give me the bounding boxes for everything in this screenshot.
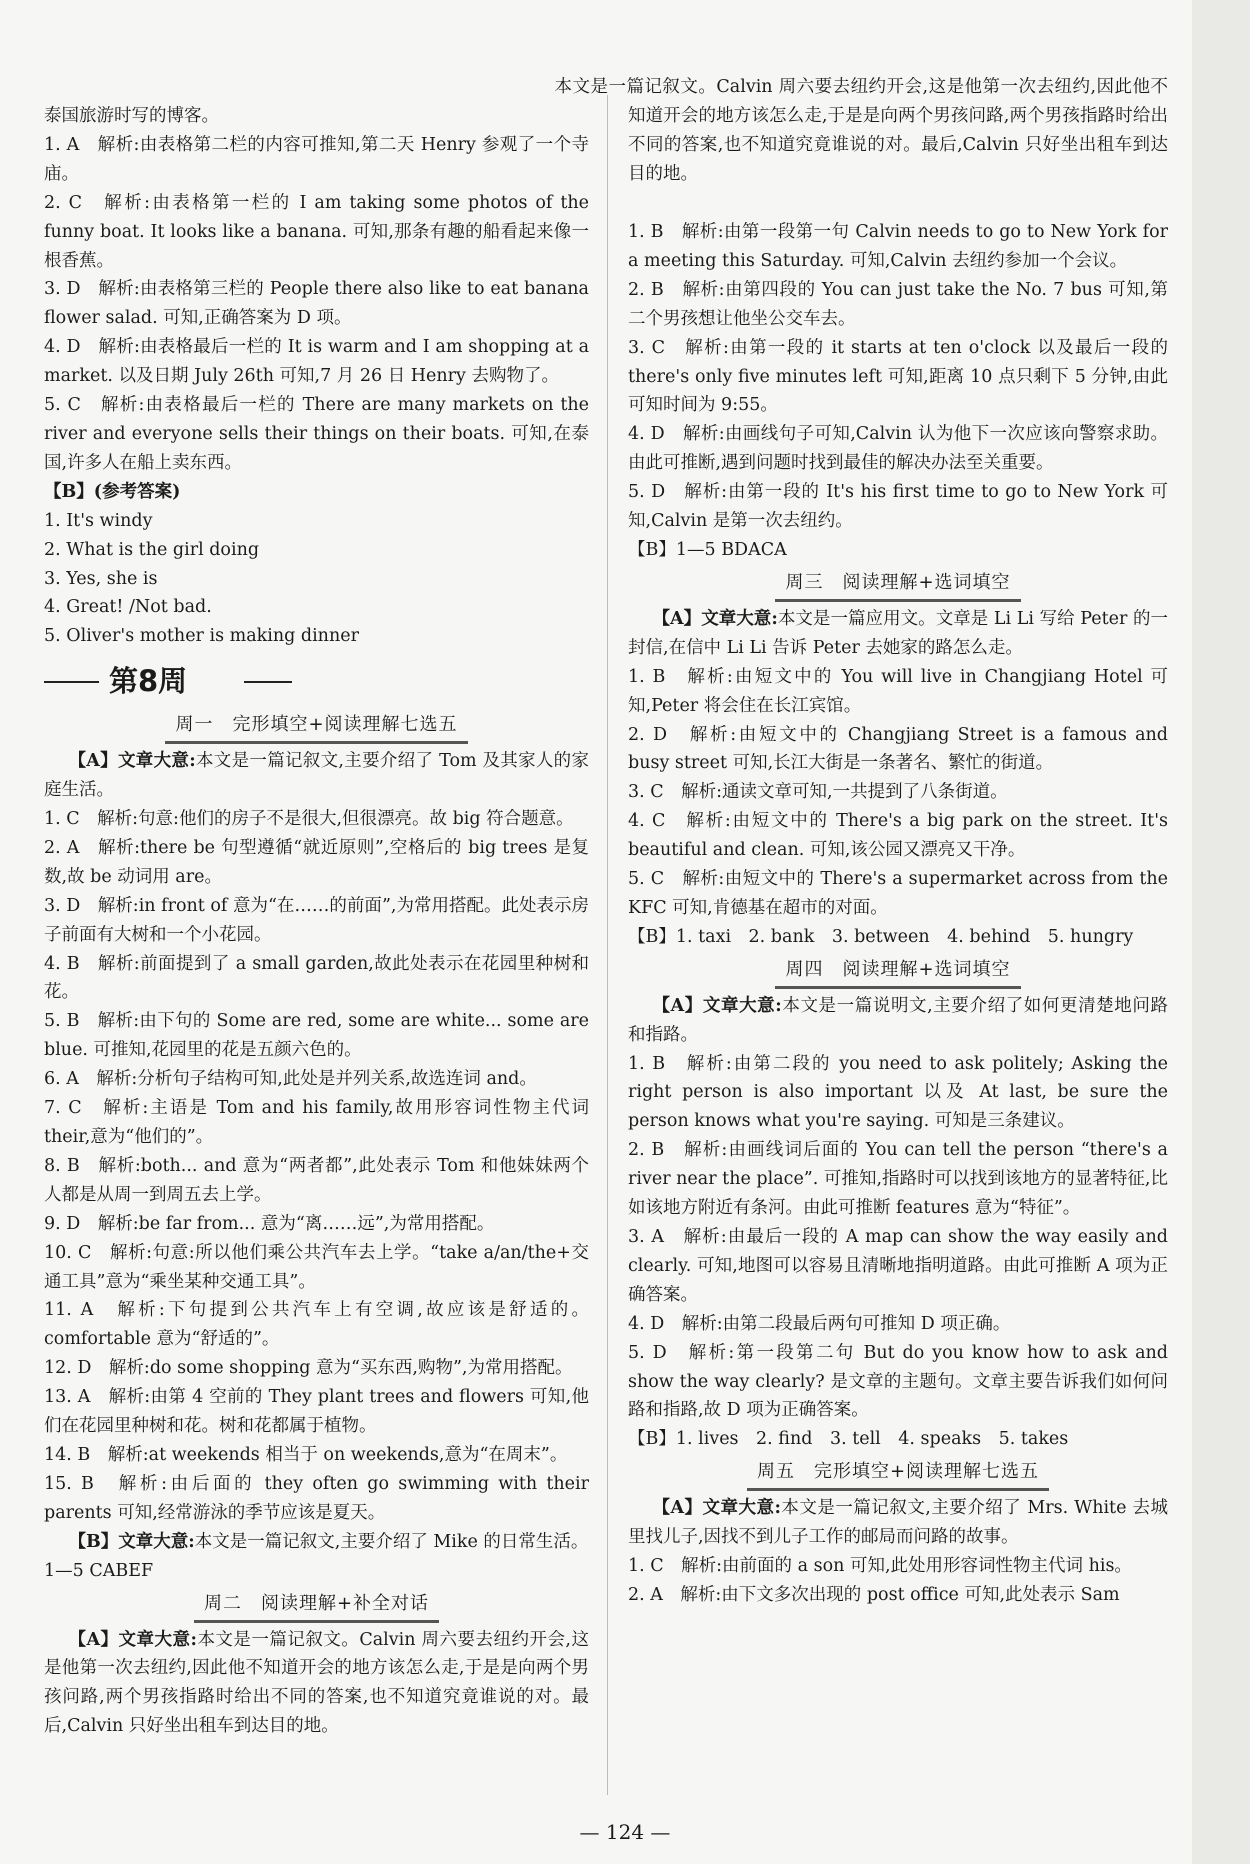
week-title: 第8周 [109,664,188,699]
answer-item: 2. What is the girl doing [44,539,260,560]
week-rule-right [244,681,292,683]
left-column [44,102,589,1737]
answer-item: 4. D 解析:由画线句子可知,Calvin 认为他下一次应该向警察求助。由此可推断,遇到问题时找到最佳的解决办法至关重要。 [628,424,1168,474]
answer-item: 4. D 解析:由表格最后一栏的 It is warm and I am shopping at a market. 以及日期 July 26th 可知,7 月 26 日 Henry 去购物了。 [44,337,589,387]
summary-label: 【A】文章大意: [68,751,196,772]
day-title: 周五 完形填空+阅读理解七选五 [747,1460,1049,1491]
answer-item: 10. C 解析:句意:所以他们乘公共汽车去上学。“take a/an/the+交通工具”意为“乘坐某种交通工具”。 [44,1242,589,1292]
answer-item: 3. A 解析:由最后一段的 A map can show the way easily and clearly. 可知,地图可以容易且清晰地指明道路。由此可推断 A 项为正确答案。 [628,1227,1168,1305]
summary-text-continued: 本文是一篇记叙文。Calvin 周六要去纽约开会,这是他第一次去纽约,因此他不知道开会的地方该怎么走,于是是向两个男孩问路,两个男孩指路时给出不同的答案,也不知道究竟谁说的对。最后,Calvin 只好坐出租车到达目的地。 [554,77,1168,184]
summary-label: 【B】文章大意: [68,1531,195,1552]
answer-item: 5. C 解析:由表格最后一栏的 There are many markets on the river and everyone sells their things on their boats. 可知,在泰国,许多人在船上卖东西。 [44,395,589,473]
right-column [554,77,1169,1610]
week-rule-left [44,681,99,683]
answer-item: 4. C 解析:由短文中的 There's a big park on the street. It's beautiful and clean. 可知,该公园又漂亮又干净。 [628,811,1168,861]
summary-text: 本文是一篇应用文。文章是 Li Li 写给 Peter 的一封信,在信中 Li Li 告诉 Peter 去她家的路怎么走。 [628,608,1168,658]
day-heading-thursday [628,958,1168,988]
column-divider [607,95,608,1795]
week-heading [44,655,589,707]
answer-item: 3. Yes, she is [44,568,158,589]
day-title: 周一 完形填空+阅读理解七选五 [165,713,467,744]
day-heading-friday [628,1460,1168,1490]
summary-paragraph [44,1626,589,1737]
summary-paragraph [628,605,1168,663]
answer-item: 14. B 解析:at weekends 相当于 on weekends,意为“在周末”。 [44,1444,568,1465]
answer-item: 2. A 解析:there be 句型遵循“就近原则”,空格后的 big trees 是复数,故 be 动词用 are。 [44,837,589,887]
day-heading-monday [44,713,589,743]
section-label: 【B】(参考答案) [44,481,181,502]
answer-item: 3. D 解析:in front of 意为“在……的前面”,为常用搭配。此处表示房子前面有大树和一个小花园。 [44,895,589,945]
answer-item: 5. C 解析:由短文中的 There's a supermarket across from the KFC 可知,肯德基在超市的对面。 [628,869,1168,918]
summary-text: 本文是一篇说明文,主要介绍了如何更清楚地问路和指路。 [628,995,1169,1045]
answer-key: 【B】1—5 BDACA [628,539,787,560]
answer-item: 12. D 解析:do some shopping 意为“买东西,购物”,为常用搭配。 [44,1358,573,1379]
summary-paragraph [44,747,589,805]
day-title: 周二 阅读理解+补全对话 [194,1592,439,1623]
answer-item: 1. B 解析:由短文中的 You will live in Changjiang Hotel 可知,Peter 将会住在长江宾馆。 [628,666,1168,716]
answer-item: 2. C 解析:由表格第一栏的 I am taking some photos of the funny boat. It looks like a banana. 可知,那条有趣的船看起来像一根香蕉。 [44,192,589,271]
answer-item: 6. A 解析:分析句子结构可知,此处是并列关系,故选连词 and。 [44,1069,537,1090]
answer-item: 1. It's windy [44,510,153,531]
answer-key: 【B】1. lives 2. find 3. tell 4. speaks 5. takes [628,1429,1069,1450]
answer-key: 【B】1. taxi 2. bank 3. between 4. behind 5. hungry [628,926,1134,947]
answer-item: 1. B 解析:由第二段的 you need to ask politely; Asking the right person is also important 以及 At last, be sure the person knows what you're saying. 可知是三条建议。 [628,1053,1168,1132]
answer-item: 3. C 解析:由第一段的 it starts at ten o'clock 以及最后一段的 there's only five minutes left 可知,距离 10 点只剩下 5 分钟,由此可知时间为 9:55。 [628,337,1168,416]
summary-paragraph [628,992,1168,1050]
summary-label: 【A】文章大意: [652,995,782,1016]
summary-paragraph [44,1528,589,1557]
answer-item: 4. B 解析:前面提到了 a small garden,故此处表示在花园里种树和花。 [44,953,589,1003]
summary-text: 本文是一篇记叙文。Calvin 周六要去纽约开会,这是他第一次去纽约,因此他不知道开会的地方该怎么走,于是是向两个男孩问路,两个男孩指路时给出不同的答案,也不知道究竟谁说的对。最后,Calvin 只好坐出租车到达目的地。 [44,1629,589,1737]
paragraph: 泰国旅游时写的博客。 [44,106,219,126]
day-title: 周四 阅读理解+选词填空 [775,958,1020,989]
answer-item: 13. A 解析:由第 4 空前的 They plant trees and flowers 可知,他们在花园里种树和花。树和花都属于植物。 [44,1387,589,1437]
answer-item: 1. C 解析:句意:他们的房子不是很大,但很漂亮。故 big 符合题意。 [44,809,574,830]
page-edge-shadow [1192,0,1250,1864]
answer-key: 1—5 CABEF [44,1560,154,1581]
summary-text: 本文是一篇记叙文,主要介绍了 Tom 及其家人的家庭生活。 [44,751,589,801]
summary-text: 本文是一篇记叙文,主要介绍了 Mike 的日常生活。 [194,1531,589,1552]
day-title: 周三 阅读理解+选词填空 [775,571,1020,602]
summary-text: 本文是一篇记叙文,主要介绍了 Mrs. White 去城里找儿子,因找不到儿子工作的邮局而问路的故事。 [628,1498,1168,1548]
summary-label: 【A】文章大意: [652,608,778,629]
answer-item: 5. B 解析:由下句的 Some are red, some are white... some are blue. 可推知,花园里的花是五颜六色的。 [44,1011,589,1061]
answer-item: 2. B 解析:由第四段的 You can just take the No. 7 bus 可知,第二个男孩想让他坐公交车去。 [628,279,1168,329]
answer-item: 4. D 解析:由第二段最后两句可推知 D 项正确。 [628,1313,1011,1334]
summary-paragraph [628,1494,1168,1552]
answer-item: 5. D 解析:第一段第二句 But do you know how to ask and show the way clearly? 是文章的主题句。文章主要告诉我们如何问路和指路,故 D 项为正确答案。 [628,1342,1168,1421]
answer-item: 2. A 解析:由下文多次出现的 post office 可知,此处表示 Sam [628,1584,1120,1605]
answer-item: 1. C 解析:由前面的 a son 可知,此处用形容词性物主代词 his。 [628,1556,1132,1577]
answer-item: 7. C 解析:主语是 Tom and his family,故用形容词性物主代词 their,意为“他们的”。 [44,1098,589,1147]
answer-item: 2. D 解析:由短文中的 Changjiang Street is a famous and busy street 可知,长江大街是一条著名、繁忙的街道。 [628,724,1168,774]
answer-item: 11. A 解析:下句提到公共汽车上有空调,故应该是舒适的。comfortable 意为“舒适的”。 [44,1300,589,1350]
page-number: — 124 — [579,1820,671,1844]
answer-item: 8. B 解析:both... and 意为“两者都”,此处表示 Tom 和他妹妹两个人都是从周一到周五去上学。 [44,1155,589,1205]
summary-label: 【A】文章大意: [68,1629,197,1650]
summary-label: 【A】文章大意: [652,1498,781,1519]
answer-item: 3. D 解析:由表格第三栏的 People there also like to eat banana flower salad. 可知,正确答案为 D 项。 [44,279,589,329]
day-heading-wednesday [628,571,1168,601]
answer-item: 15. B 解析:由后面的 they often go swimming with their parents 可知,经常游泳的季节应该是夏天。 [44,1473,589,1523]
answer-item: 4. Great! /Not bad. [44,597,212,618]
day-heading-tuesday [44,1592,589,1622]
answer-item: 5. D 解析:由第一段的 It's his first time to go to New York 可知,Calvin 是第一次去纽约。 [628,482,1168,532]
answer-item: 5. Oliver's mother is making dinner [44,626,359,647]
answer-item: 2. B 解析:由画线词后面的 You can tell the person “there's a river near the place”. 可推知,指路时可以找到该地方的显著特征,比如该地方附近有条河。由此可推断 features 意为“特征”。 [628,1140,1168,1219]
answer-item: 1. A 解析:由表格第二栏的内容可推知,第二天 Henry 参观了一个寺庙。 [44,134,589,184]
answer-item: 9. D 解析:be far from... 意为“离……远”,为常用搭配。 [44,1213,495,1234]
answer-item: 3. C 解析:通读文章可知,一共提到了八条街道。 [628,782,1008,803]
answer-item: 1. B 解析:由第一段第一句 Calvin needs to go to New York for a meeting this Saturday. 可知,Calvin 去纽约参加一个会议。 [628,222,1168,271]
summary-continuation [554,77,1168,218]
